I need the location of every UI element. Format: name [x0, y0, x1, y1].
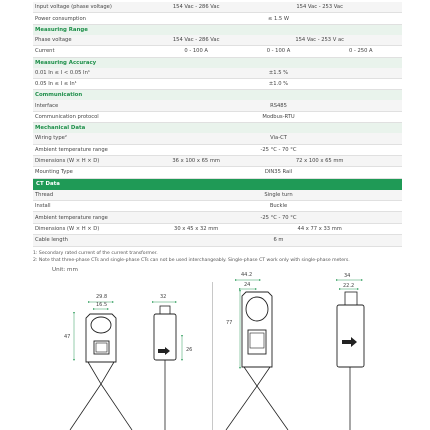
- row-value: 0 - 250 A: [349, 48, 373, 55]
- right-depth-text: 34: [344, 273, 351, 279]
- row-label: Thread: [35, 191, 54, 198]
- row-value: ±1.5 %: [268, 69, 289, 76]
- right-w-outer-text: 44.2: [241, 272, 253, 278]
- row-label: 0.01 In ≤ I < 0.05 In¹: [35, 69, 90, 76]
- left-ct-side-view: [153, 294, 192, 430]
- row-value: 154 Vac - 286 Vac: [172, 4, 220, 11]
- unit-label: Unit: mm: [52, 267, 78, 273]
- row-value: Via-CT: [270, 135, 287, 142]
- row-value: -25 °C - 70 °C: [260, 146, 297, 153]
- row-label: Ambient temperature range: [35, 146, 108, 153]
- row-label: Current: [35, 48, 55, 55]
- left-side-h-text: 26: [186, 347, 193, 353]
- section-ct-data: CT Data: [33, 179, 402, 190]
- right-height-text: 77: [226, 320, 233, 326]
- row-label: Cable length: [35, 237, 68, 244]
- section-communication: Communication: [33, 90, 402, 100]
- left-w-inner-text: 16.5: [96, 302, 108, 308]
- row-value: DIN35 Rail: [264, 169, 293, 176]
- row-value: 6 m: [273, 237, 284, 244]
- row-value: 36 x 100 x 65 mm: [172, 158, 220, 165]
- row-label: Wiring type²: [35, 135, 67, 142]
- row-value: 30 x 45 x 32 mm: [174, 226, 219, 233]
- note-1: 1: Secondary rated current of the current transformer.: [33, 250, 158, 256]
- row-value: 72 x 100 x 65 mm: [295, 158, 344, 165]
- row-label: Communication protocol: [35, 113, 99, 120]
- row-label: Input voltage (phase voltage): [35, 4, 112, 11]
- section-mechanical-data: Mechanical Data: [33, 123, 402, 133]
- right-depth-inner-text: 22.2: [343, 283, 355, 289]
- row-value: 154 Vac - 286 Vac: [172, 36, 220, 43]
- row-value: 44 x 77 x 33 mm: [297, 226, 342, 233]
- left-ct-front-view: [64, 294, 132, 430]
- section-measuring-range: Measuring Range: [33, 25, 402, 35]
- row-value: 0 - 100 A: [184, 48, 208, 55]
- row-label: 0.05 In ≤ I ≤ In¹: [35, 81, 77, 88]
- row-label: Mounting Type: [35, 169, 73, 176]
- row-value: ±1.0 %: [268, 81, 289, 88]
- right-ct-side-view: [337, 273, 364, 430]
- row-value: 154 Vac - 253 Vac: [296, 4, 343, 11]
- row-value: RS485: [270, 102, 287, 109]
- row-label: Dimensions (W × H × D): [35, 158, 100, 165]
- row-value: Single turn: [264, 191, 293, 198]
- row-value: Modbus-RTU: [262, 113, 295, 120]
- row-label: Interface: [35, 102, 59, 109]
- left-depth-text: 32: [160, 294, 167, 300]
- left-w-outer-text: 29.8: [96, 294, 108, 300]
- row-label: Ambient temperature range: [35, 214, 108, 221]
- row-value: Buckle: [269, 203, 288, 210]
- row-label: Power consumption: [35, 15, 86, 22]
- row-value: 0 - 100 A: [266, 48, 291, 55]
- row-value: -25 °C - 70 °C: [260, 214, 297, 221]
- section-measuring-accuracy: Measuring Accuracy: [33, 58, 402, 68]
- right-ct-front-view: [226, 272, 288, 430]
- note-2: 2: Note that three-phase CTs and single-phase CTs can not be used interchangeably. Single-phase CT work only with single-phase meters.: [33, 257, 350, 263]
- row-value: 154 Vac - 253 V ac: [295, 36, 344, 43]
- row-value: ≤ 1.5 W: [267, 15, 290, 22]
- row-label: Install: [35, 203, 51, 210]
- left-height-text: 47: [64, 334, 71, 340]
- row-label: Phase voltage: [35, 36, 72, 43]
- row-label: Dimensions (W × H × D): [35, 226, 100, 233]
- right-w-inner-text: 24: [244, 282, 251, 288]
